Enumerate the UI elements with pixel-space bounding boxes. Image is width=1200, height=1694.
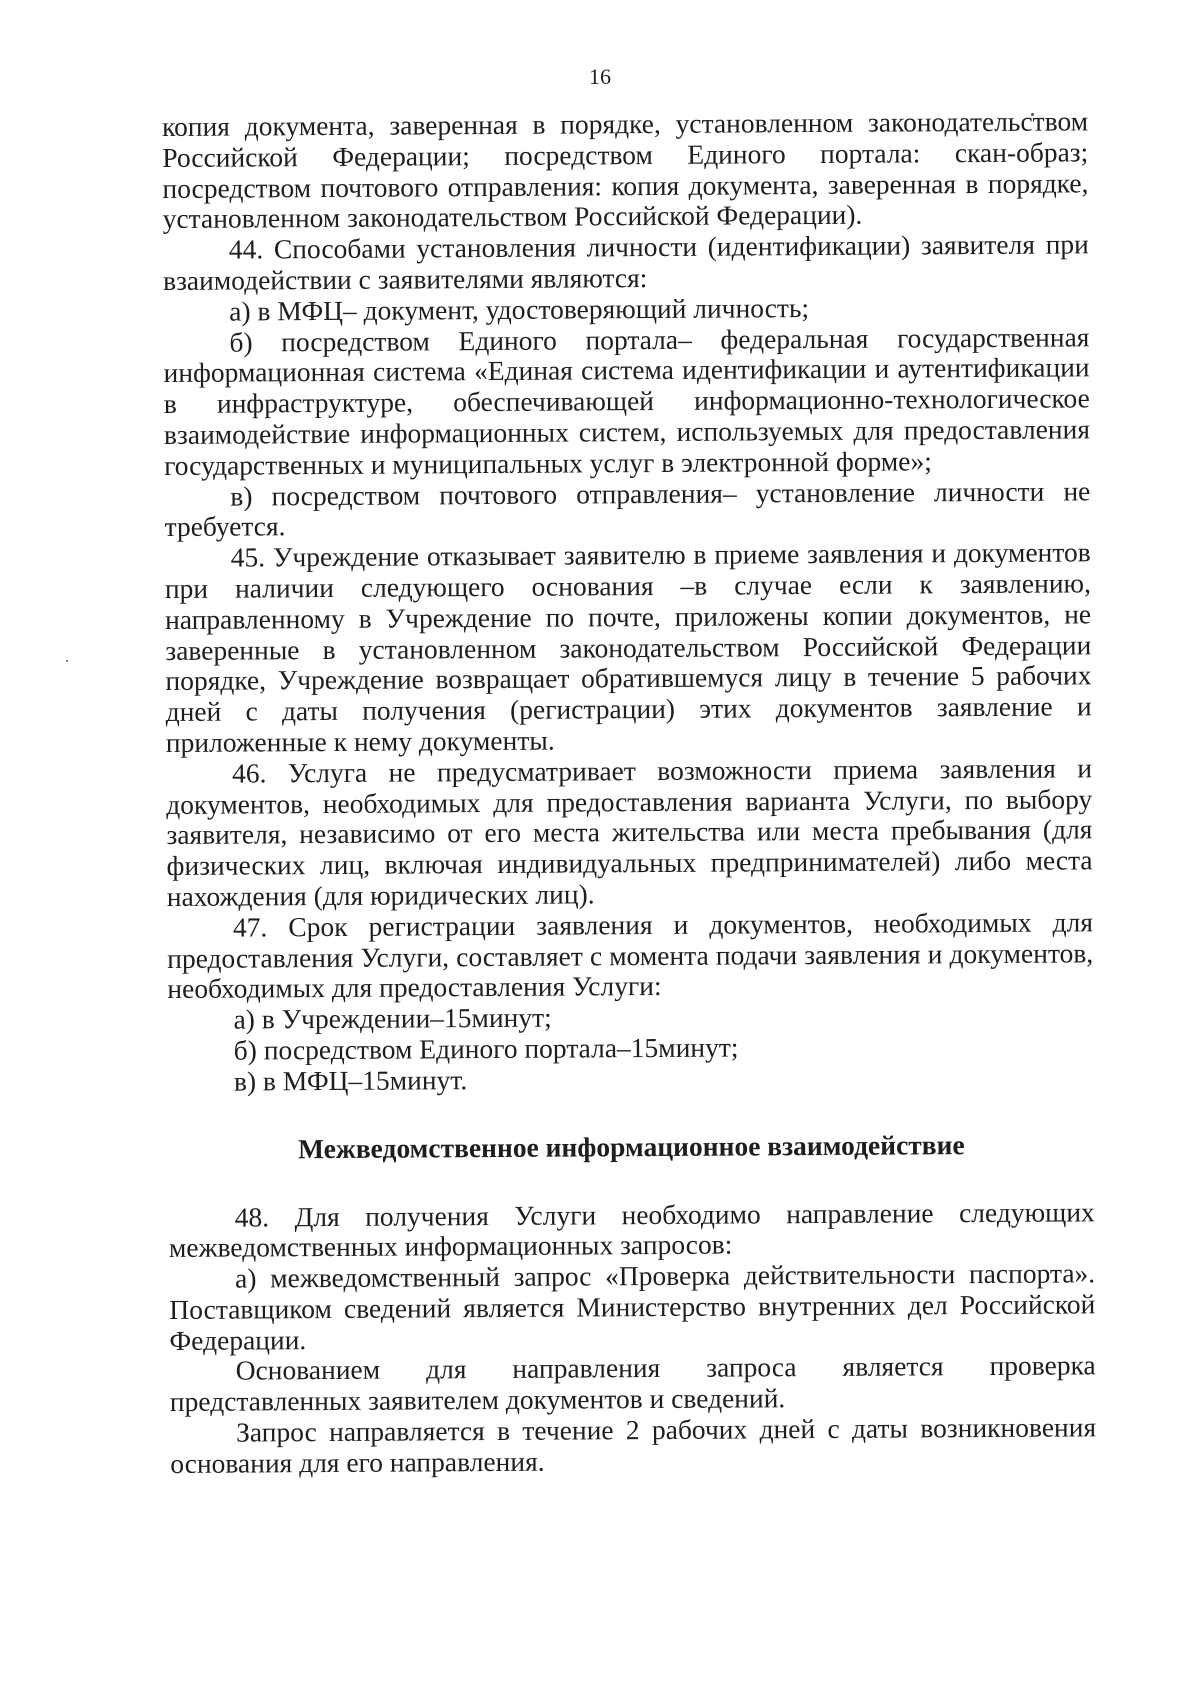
paragraph-p46: 46. Услуга не предусматривает возможности приема заявления и документов, необходимых для предоставления варианта Услуги, по выбору заявителя, независимо от его места жительства или места пребывания (для физических лиц, включая индивидуальных предпринимателей) либо места нахождения (для юридических лиц). (166, 752, 1093, 912)
paragraph-p44a: а) в МФЦ– документ, удостоверяющий личность; (229, 291, 810, 327)
paragraph-p-continuation: копия документа, заверенная в порядке, установленном законодательством Российской Федерации; посредством Единого портала: скан-образ; посредством почтового отправления: копия документа, заверенная в порядке, установленном законодательством Российской Федерации). (161, 105, 1089, 235)
section-heading: Межведомственное информационное взаимодействие (297, 1128, 965, 1164)
paragraph-p47: 47. Срок регистрации заявления и документов, необходимых для предоставления Услуги, составляет с момента подачи заявления и документов, необходимых для предоставления Услуги: (167, 906, 1094, 1005)
paragraph-p47a: а) в Учреждении–15минут; (233, 1001, 552, 1035)
paragraph-p45: 45. Учреждение отказывает заявителю в приеме заявления и документов при наличии следующего основания –в случае если к заявлению, направленному в Учреждение по почте, приложены копии документов, не заверенные в установленном законодательством Российской Федерации порядке, Учреждение возвращает обратившемуся лицу в течение 5 рабочих дней с даты получения (регистрации) этих документов заявление и приложенные к нему документы. (164, 536, 1092, 758)
paragraphs-top (162, 106, 1094, 1097)
paragraph-p48c: Запрос направляется в течение 2 рабочих дней с даты возникновения основания для его направления. (170, 1411, 1097, 1479)
paragraph-p44: 44. Способами установления личности (идентификации) заявителя при взаимодействии с заявителями являются: (162, 228, 1089, 296)
paragraph-p48: 48. Для получения Услуги необходимо направление следующих межведомственных информационных запросов: (168, 1195, 1095, 1264)
paragraph-p48a: а) межведомственный запрос «Проверка действительности паспорта». Поставщиком сведений является Министерство внутренних дел Российской Федерации. (169, 1257, 1096, 1356)
paragraph-p48b: Основанием для направления запроса является проверка представленных заявителем документов и сведений. (169, 1349, 1096, 1418)
scan-speck (66, 660, 68, 662)
paragraph-p44c: в) посредством почтового отправления– установление личности не требуется. (164, 474, 1091, 543)
paragraph-p47c: в) в МФЦ–15минут. (233, 1063, 468, 1097)
document-body (162, 106, 1096, 1479)
paragraph-p44b: б) посредством Единого портала– федеральная государственная информационная система «Единая система идентификации и аутентификации в инфраструктуре, обеспечивающей информационно-технологическое взаимодействие информационных систем, используемых для предоставления государственных и муниципальных услуг в электронной форме»; (163, 320, 1091, 481)
page-number: 16 (589, 64, 611, 89)
paragraphs-bottom (169, 1197, 1097, 1480)
paragraph-p47b: б) посредством Единого портала–15минут; (233, 1031, 739, 1066)
